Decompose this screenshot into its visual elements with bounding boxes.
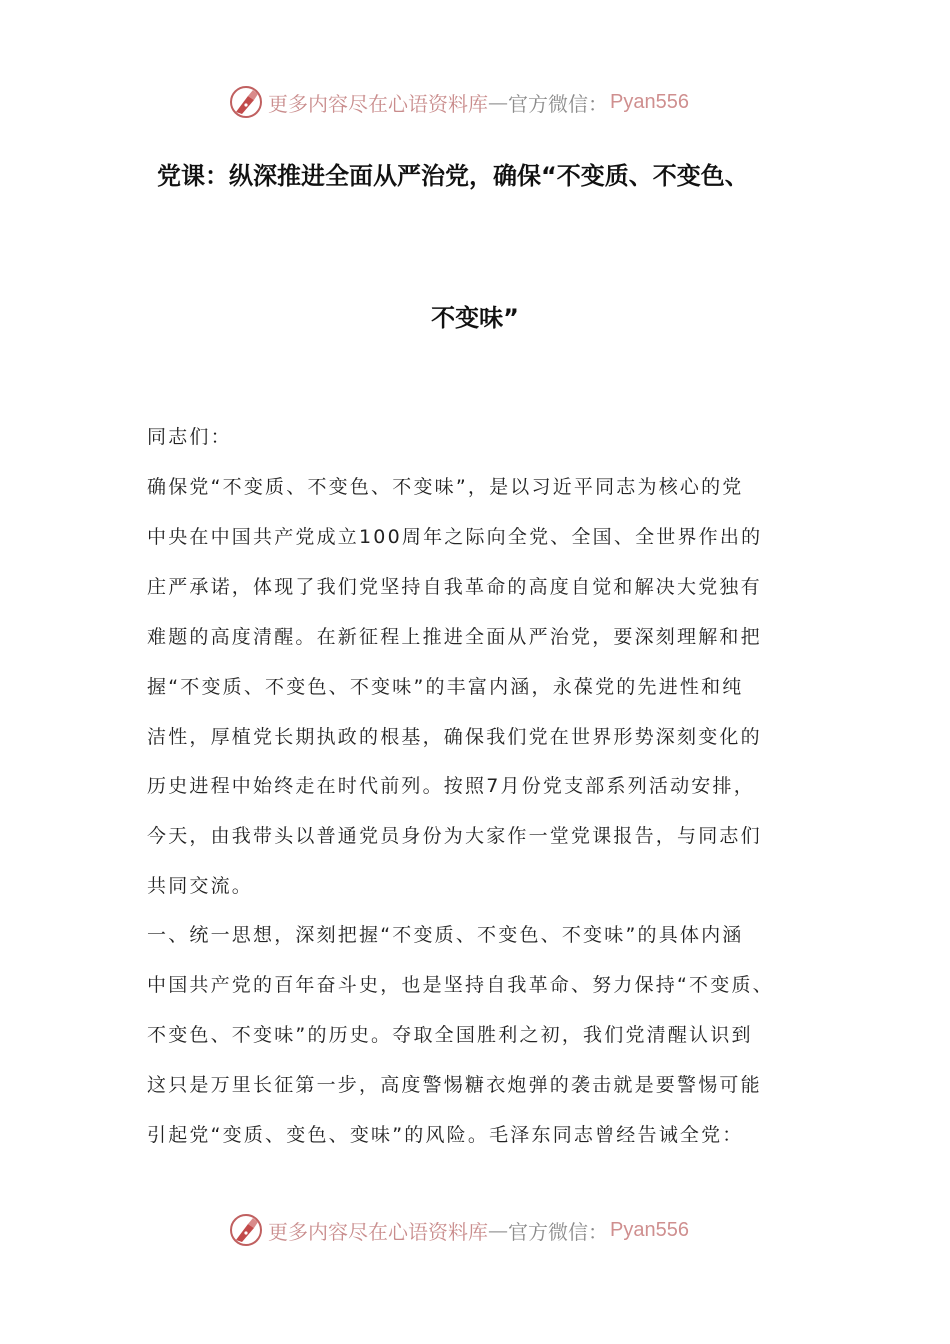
watermark-dash: — — [488, 1218, 508, 1242]
body-line: 洁性，厚植党长期执政的根基，确保我们党在世界形势深刻变化的 — [147, 726, 762, 748]
pen-nib-logo-icon — [228, 1212, 264, 1248]
document-title-line-2: 不变味” — [431, 304, 519, 332]
watermark-contact-label: 官方微信： — [508, 91, 608, 116]
body-line: 这只是万里长征第一步，高度警惕糖衣炮弹的袭击就是要警惕可能 — [147, 1074, 762, 1096]
watermark-brand-text: 更多内容尽在心语资料库 — [268, 1219, 488, 1244]
watermark-wechat-id: Pyan556 — [610, 1218, 689, 1241]
body-line: 不变色、不变味”的历史。夺取全国胜利之初，我们党清醒认识到 — [147, 1024, 753, 1046]
body-line: 今天，由我带头以普通党员身份为大家作一堂党课报告，与同志们 — [147, 825, 762, 847]
watermark-banner-top — [228, 82, 689, 122]
watermark-brand-text: 更多内容尽在心语资料库 — [268, 91, 488, 116]
body-line: 确保党“不变质、不变色、不变味”，是以习近平同志为核心的党 — [147, 476, 744, 498]
body-line: 庄严承诺，体现了我们党坚持自我革命的高度自觉和解决大党独有 — [147, 576, 762, 598]
document-title-line-1: 党课：纵深推进全面从严治党，确保“不变质、不变色、 — [157, 162, 749, 190]
body-line: 中国共产党的百年奋斗史，也是坚持自我革命、努力保持“不变质、 — [147, 974, 774, 996]
section-heading: 一、统一思想，深刻把握“不变质、不变色、不变味”的具体内涵 — [147, 924, 744, 946]
body-line: 中央在中国共产党成立100周年之际向全党、全国、全世界作出的 — [147, 526, 763, 548]
watermark-wechat-id: Pyan556 — [610, 90, 689, 113]
body-line: 握“不变质、不变色、不变味”的丰富内涵，永葆党的先进性和纯 — [147, 676, 744, 698]
watermark-contact-label: 官方微信： — [508, 1219, 608, 1244]
body-line: 难题的高度清醒。在新征程上推进全面从严治党，要深刻理解和把 — [147, 626, 762, 648]
pen-nib-logo-icon — [228, 84, 264, 120]
body-line: 共同交流。 — [147, 875, 254, 897]
watermark-dash: — — [488, 90, 508, 114]
body-line: 同志们： — [147, 426, 232, 448]
body-line: 引起党“变质、变色、变味”的风险。毛泽东同志曾经告诫全党： — [147, 1124, 744, 1146]
watermark-banner-bottom — [228, 1210, 689, 1250]
body-line: 历史进程中始终走在时代前列。按照7月份党支部系列活动安排， — [147, 775, 755, 797]
